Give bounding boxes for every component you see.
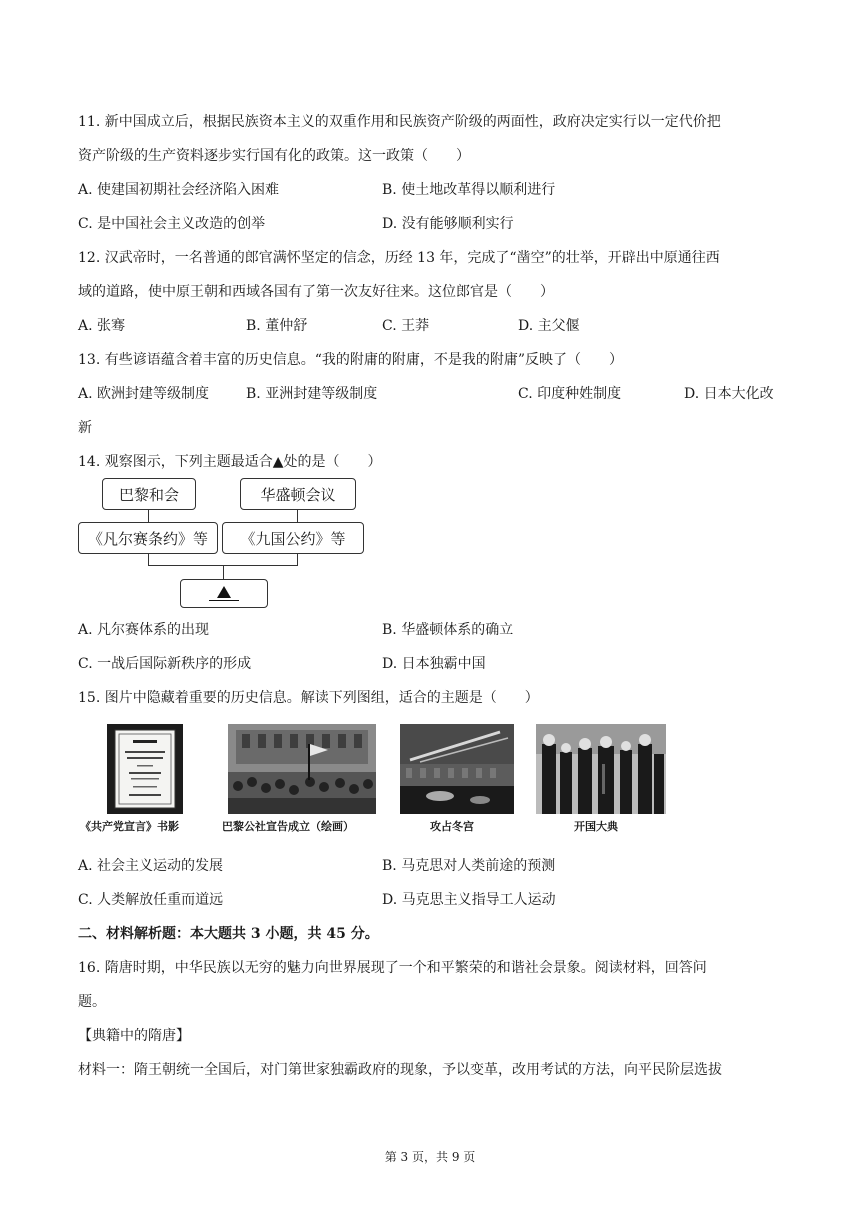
q12-option-d: D. 主父偃 xyxy=(518,318,580,334)
q12-stem-line2: 域的道路，使中原王朝和西域各国有了第一次友好往来。这位郎官是（ ） xyxy=(78,284,554,300)
diagram-box-paris-peace-conference: 巴黎和会 xyxy=(102,478,196,510)
q15-option-c: C. 人类解放任重而道远 xyxy=(78,892,224,908)
diagram-answer-box xyxy=(180,579,268,608)
q11-option-d: D. 没有能够顺利实行 xyxy=(382,216,514,232)
diagram-box-washington-conference: 华盛顿会议 xyxy=(240,478,356,510)
q13-stem: 13. 有些谚语蕴含着丰富的历史信息。“我的附庸的附庸，不是我的附庸”反映了（ ） xyxy=(78,352,624,368)
q11-option-a: A. 使建国初期社会经济陷入困难 xyxy=(78,182,280,198)
q16-material-one: 材料一：隋王朝统一全国后，对门第世家独霸政府的现象，予以变革，改用考试的方法，向平民阶层选拔 xyxy=(78,1062,722,1078)
diagram-connector xyxy=(148,509,149,522)
diagram-box-nine-power-treaty: 《九国公约》等 xyxy=(222,522,364,554)
section-heading: 二、材料解析题：本大题共 3 小题，共 45 分。 xyxy=(78,926,379,942)
q13-option-d: D. 日本大化改 xyxy=(684,386,774,402)
q15-caption-founding-ceremony: 开国大典 xyxy=(574,820,618,833)
diagram-connector xyxy=(297,509,298,522)
q14-diagram xyxy=(78,478,368,613)
q16-stem-line2: 题。 xyxy=(78,994,106,1010)
q13-option-a: A. 欧洲封建等级制度 xyxy=(78,386,210,402)
q15-caption-paris-commune: 巴黎公社宣告成立（绘画） xyxy=(222,820,354,833)
founding-ceremony-image xyxy=(536,724,666,814)
q15-caption-winter-palace: 攻占冬宫 xyxy=(430,820,474,833)
diagram-connector xyxy=(297,553,298,565)
q14-option-c: C. 一战后国际新秩序的形成 xyxy=(78,656,252,672)
paris-commune-painting-image xyxy=(228,724,376,814)
diagram-connector xyxy=(223,565,224,579)
q15-option-a: A. 社会主义运动的发展 xyxy=(78,858,224,874)
q13-option-d-continued: 新 xyxy=(78,420,92,436)
q15-option-d: D. 马克思主义指导工人运动 xyxy=(382,892,556,908)
q16-subheading: 【典籍中的隋唐】 xyxy=(78,1028,190,1044)
q14-stem: 14. 观察图示，下列主题最适合▲处的是（ ） xyxy=(78,454,382,470)
q15-stem: 15. 图片中隐藏着重要的历史信息。解读下列图组，适合的主题是（ ） xyxy=(78,690,539,706)
q16-stem-line1: 16. 隋唐时期，中华民族以无穷的魅力向世界展现了一个和平繁荣的和谐社会景象。阅读材料，回答问 xyxy=(78,960,707,976)
q13-option-c: C. 印度种姓制度 xyxy=(518,386,622,402)
q14-option-a: A. 凡尔赛体系的出现 xyxy=(78,622,210,638)
q11-option-c: C. 是中国社会主义改造的创举 xyxy=(78,216,266,232)
triangle-icon xyxy=(217,586,231,598)
q11-stem-line2: 资产阶级的生产资料逐步实行国有化的政策。这一政策（ ） xyxy=(78,148,470,164)
q14-option-b: B. 华盛顿体系的确立 xyxy=(382,622,514,638)
diagram-box-versailles-treaty: 《凡尔赛条约》等 xyxy=(78,522,218,554)
q12-option-b: B. 董仲舒 xyxy=(246,318,308,334)
q12-stem-line1: 12. 汉武帝时，一名普通的郎官满怀坚定的信念，历经 13 年，完成了“凿空”的壮举，开辟出中原通往西 xyxy=(78,250,720,266)
communist-manifesto-cover-image xyxy=(107,724,183,814)
q11-option-b: B. 使土地改革得以顺利进行 xyxy=(382,182,556,198)
storming-winter-palace-image xyxy=(400,724,514,814)
q12-option-c: C. 王莽 xyxy=(382,318,430,334)
q14-option-d: D. 日本独霸中国 xyxy=(382,656,486,672)
page-footer: 第 3 页，共 9 页 xyxy=(384,1150,476,1164)
q15-caption-manifesto: 《共产党宣言》书影 xyxy=(80,820,179,833)
q15-option-b: B. 马克思对人类前途的预测 xyxy=(382,858,556,874)
q11-stem-line1: 11. 新中国成立后，根据民族资本主义的双重作用和民族资产阶级的两面性，政府决定实行以一定代价把 xyxy=(78,114,721,130)
q12-option-a: A. 张骞 xyxy=(78,318,126,334)
diagram-connector xyxy=(148,553,149,565)
q13-option-b: B. 亚洲封建等级制度 xyxy=(246,386,378,402)
